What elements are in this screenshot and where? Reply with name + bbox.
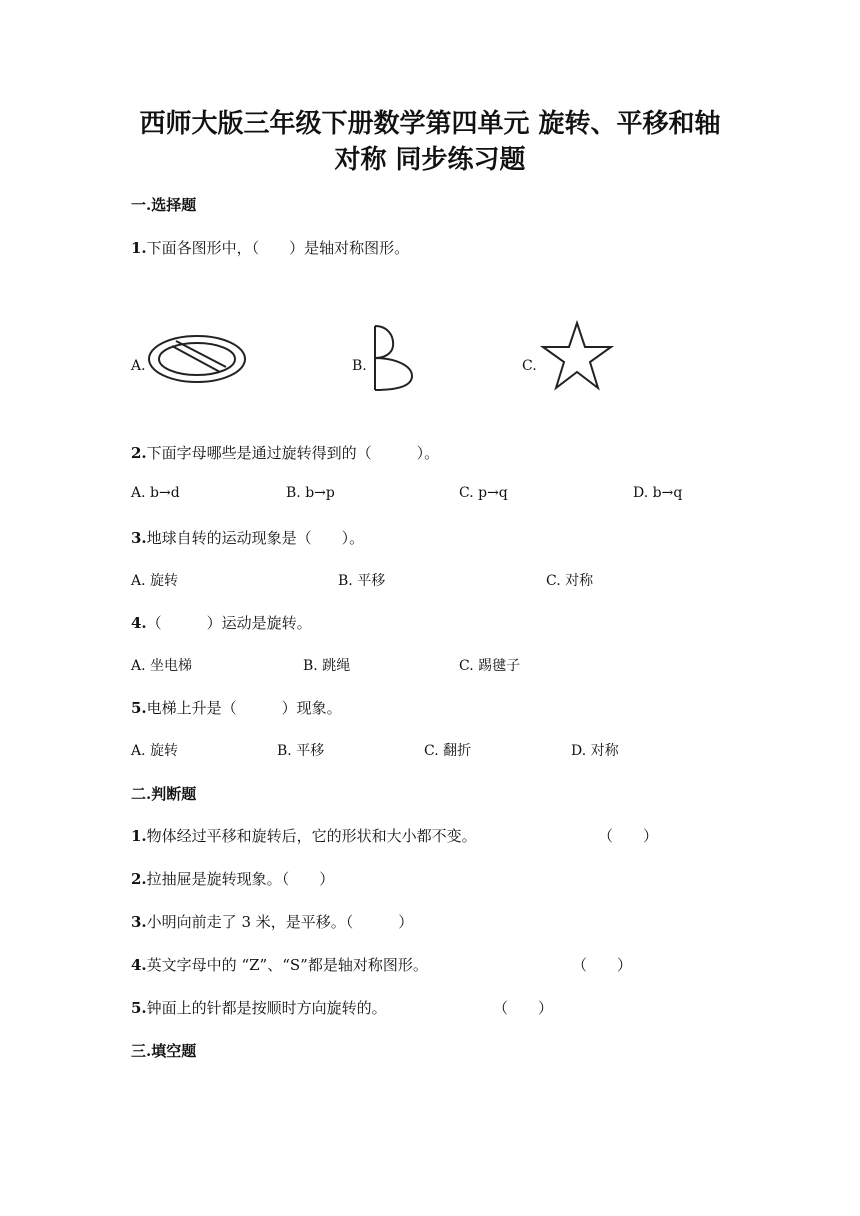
option-a: A. 坐电梯 [131,658,193,674]
option-a-label: A. [131,358,146,374]
answer-blank: （ ） [493,999,554,1017]
question-number: 2. [131,870,147,888]
option-a: A. b→d [131,485,180,501]
question-text: 拉抽屉是旋转现象。 [146,870,282,888]
question-text: （ ）运动是旋转。 [146,614,312,632]
letter-b-icon [368,322,418,394]
answer-blank: （ ） [572,956,633,974]
question-2 [131,442,439,463]
question-number: 5. [131,999,147,1017]
option-b-label: B. [352,358,367,374]
question-text: 英文字母中的 “Z”、“S”都是轴对称图形。 [146,956,428,974]
option-b: B. 平移 [338,573,386,589]
option-b: B. 平移 [277,743,325,759]
question-number: 5. [131,699,147,717]
question-text: 钟面上的针都是按顺时方向旋转的。 [146,999,387,1017]
question-number: 4. [131,956,147,974]
question-text: 下面各图形中，（ ）是轴对称图形。 [146,239,410,257]
option-c: C. 对称 [546,573,594,589]
option-c: C. 翻折 [424,743,472,759]
question-number: 3. [131,913,147,931]
question-number: 1. [131,827,147,845]
section-judge-heading: 二.判断题 [131,785,197,803]
star-icon [540,320,614,392]
option-b: B. 跳绳 [303,658,351,674]
section-choice-heading: 一.选择题 [131,196,197,214]
question-4 [131,612,312,633]
judge-question-1 [131,825,477,846]
page-title-line1: 西师大版三年级下册数学第四单元 旋转、平移和轴 [139,109,721,139]
option-b: B. b→p [286,485,335,501]
judge-question-5 [131,997,387,1018]
answer-blank: （ ） [281,870,335,888]
question-5 [131,697,342,718]
no-symbol-icon [146,333,248,385]
option-a: A. 旋转 [131,743,179,759]
question-3 [131,527,364,548]
answer-blank: （ ） [345,913,414,931]
section-fill-heading: 三.填空题 [131,1042,197,1060]
question-number: 2. [131,444,147,462]
page-title-line2: 对称 同步练习题 [334,145,526,175]
question-1 [131,237,409,258]
question-number: 4. [131,614,147,632]
option-c: C. p→q [459,485,508,501]
option-d: D. b→q [633,485,683,501]
judge-question-3 [131,911,413,932]
question-text: 地球自转的运动现象是（ ）。 [146,529,365,547]
question-text: 下面字母哪些是通过旋转得到的（ ）。 [146,444,440,462]
judge-question-4 [131,954,428,975]
question-number: 1. [131,239,147,257]
option-c: C. 踢毽子 [459,658,521,674]
question-text: 电梯上升是（ ）现象。 [146,699,342,717]
judge-question-2 [131,868,334,889]
answer-blank: （ ） [598,827,659,845]
option-d: D. 对称 [571,743,619,759]
question-text: 物体经过平移和旋转后，它的形状和大小都不变。 [146,827,477,845]
question-text: 小明向前走了 3 米，是平移。 [146,913,346,931]
option-c-label: C. [522,358,537,374]
question-number: 3. [131,529,147,547]
option-a: A. 旋转 [131,573,179,589]
